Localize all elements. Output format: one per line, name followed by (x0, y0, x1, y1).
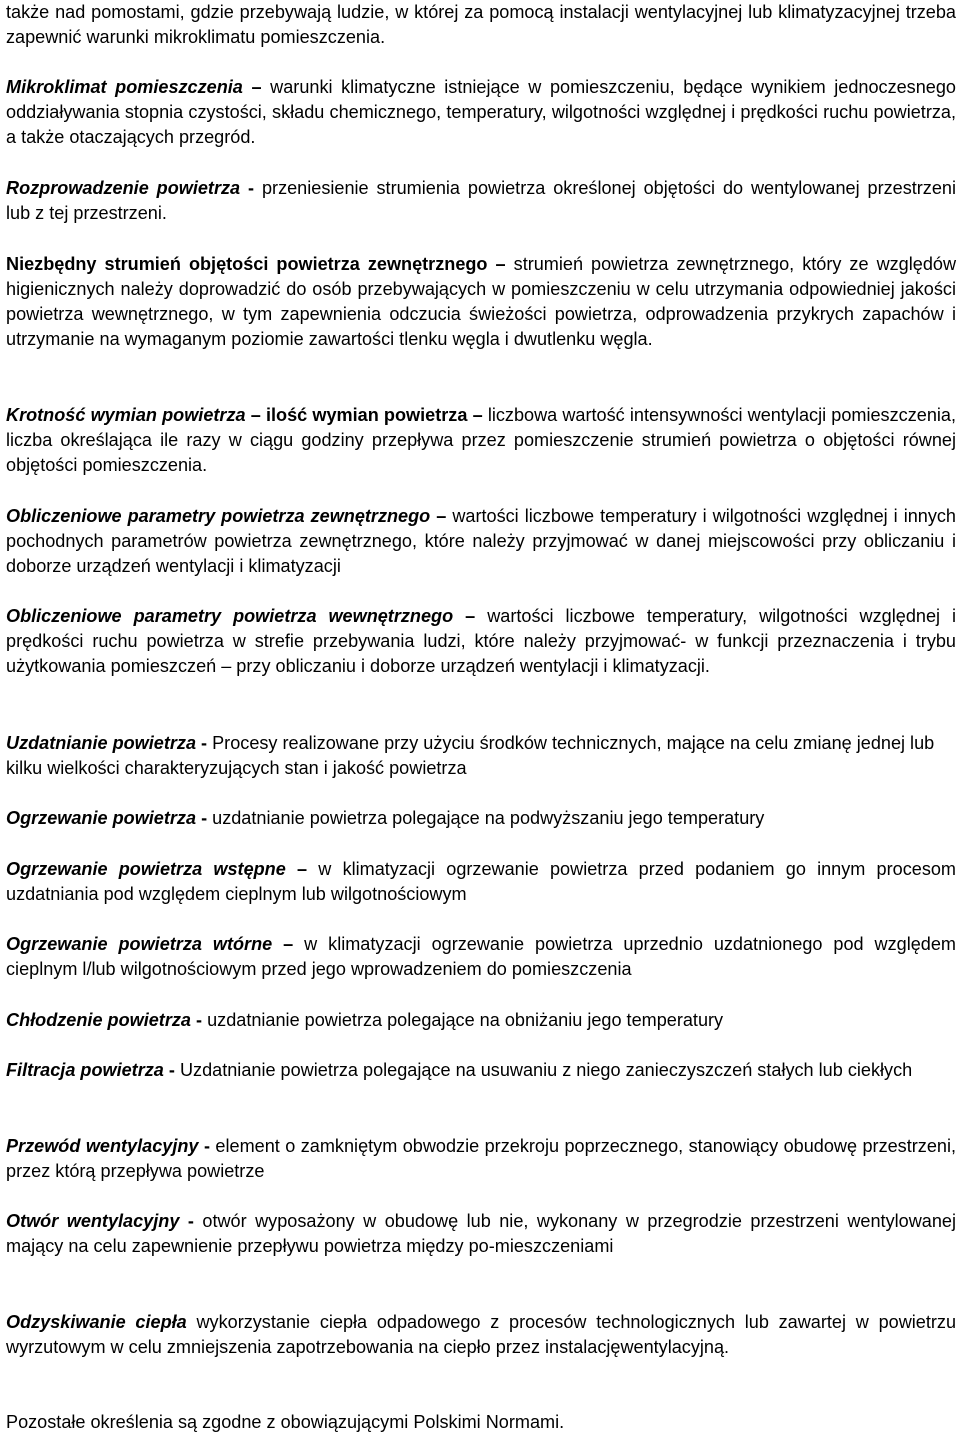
definition-term: Chłodzenie powietrza (6, 1010, 191, 1030)
definition-term: Uzdatnianie powietrza (6, 733, 197, 753)
definition-dash: - (168, 1060, 175, 1080)
definition-dash: - (201, 733, 208, 753)
definition-term: Mikroklimat pomieszczenia (6, 77, 243, 97)
paragraph-rozprowadzenie (6, 176, 956, 226)
definition-term: Krotność wymian powietrza (6, 405, 246, 425)
paragraph-ogrzewanie-wtorne (6, 932, 956, 982)
definition-dash: – (465, 606, 476, 626)
definition-body: element o zamkniętym obwodzie przekroju poprzecznego, stanowiący obudowę przestrzeni, przez którą przepływa powietrze (6, 1136, 956, 1181)
paragraph-odzyskiwanie-ciepla (6, 1310, 956, 1360)
definition-body: otwór wyposażony w obudowę lub nie, wykonany w przegrodzie przestrzeni wentylowanej mający na celu zapewnienie przepływu powietrza między po-mieszczeniami (6, 1211, 956, 1256)
definition-term: Rozprowadzenie powietrza (6, 178, 241, 198)
definition-body: w klimatyzacji ogrzewanie powietrza uprzednio uzdatnionego pod względem cieplnym l/lub wilgotnościowym przed jego wprowadzeniem do pomieszczenia (6, 934, 956, 979)
paragraph-filtracja (6, 1058, 956, 1083)
definition-term: Ogrzewanie powietrza (6, 808, 197, 828)
definition-dash: - (187, 1211, 194, 1231)
definition-body: w klimatyzacji ogrzewanie powietrza przed podaniem go innym procesom uzdatniania pod względem cieplnym lub wilgotnościowym (6, 859, 957, 904)
paragraph-ogrzewanie-wstepne (6, 857, 956, 907)
definition-dash: – (250, 405, 261, 425)
definition-dash: – (283, 934, 294, 954)
definition-body: liczbowa wartość intensywności wentylacji pomieszczenia, liczba określająca ile razy w ciągu godziny przepływa przez pomieszczenie strumień powietrza o objętości równej objętości pomieszczenia. (6, 405, 956, 475)
paragraph-niezbedny-strumien (6, 252, 956, 352)
definition-dash: - (201, 808, 208, 828)
definition-term: Obliczeniowe parametry powietrza zewnętrznego (6, 506, 431, 526)
paragraph-intro-continuation (6, 0, 956, 50)
definition-dash: – (436, 506, 447, 526)
definition-term: Przewód wentylacyjny (6, 1136, 199, 1156)
paragraph-uzdatnianie (6, 731, 956, 781)
definition-body: przeniesienie strumienia powietrza określonej objętości do wentylowanej przestrzeni lub z tej przestrzeni. (6, 178, 956, 223)
paragraph-przewod-wentylacyjny (6, 1134, 956, 1184)
paragraph-parametry-wewnetrzne (6, 604, 956, 679)
definition-dash: – (495, 254, 506, 274)
paragraph-body: także nad pomostami, gdzie przebywają ludzie, w której za pomocą instalacji wentylacyjnej lub klimatyzacyjnej trzeba zapewnić warunki mikroklimatu pomieszczenia. (6, 2, 956, 47)
definition-term: Niezbędny strumień objętości powietrza zewnętrznego (6, 254, 488, 274)
definition-term: Obliczeniowe parametry powietrza wewnętrznego (6, 606, 454, 626)
paragraph-krotnosc-wymian (6, 403, 956, 478)
definition-dash: - (203, 1136, 210, 1156)
definition-dash: - (248, 178, 255, 198)
definition-term-secondary: ilość wymian powietrza (266, 405, 468, 425)
definition-body: Procesy realizowane przy użyciu środków technicznych, mające na celu zmianę jednej lub kilku wielkości charakteryzujących stan i jakość powietrza (6, 733, 935, 778)
definition-term: Filtracja powietrza (6, 1060, 164, 1080)
paragraph-otwor-wentylacyjny (6, 1209, 956, 1259)
definition-body: uzdatnianie powietrza polegające na obniżaniu jego temperatury (207, 1010, 724, 1030)
definition-body: Uzdatnianie powietrza polegające na usuwaniu z niego zanieczyszczeń stałych lub ciekłych (179, 1060, 913, 1080)
definition-term: Odzyskiwanie ciepła (6, 1312, 187, 1332)
definition-term: Otwór wentylacyjny (6, 1211, 180, 1231)
definition-body: wykorzystanie ciepła odpadowego z procesów technologicznych lub zawartej w powietrzu wyrzutowym w celu zmniejszenia zapotrzebowania na ciepło przez instalacjęwentylacyjną. (6, 1312, 957, 1357)
definition-dash: - (196, 1010, 203, 1030)
definition-body: wartości liczbowe temperatury i wilgotności względnej i innych pochodnych parametrów powietrza zewnętrznego, które należy przyjmować w danej miejscowości przy obliczaniu i doborze urządzeń wentylacji i klimatyzacji (6, 506, 956, 576)
definition-body: wartości liczbowe temperatury, wilgotności względnej i prędkości ruchu powietrza w strefie przebywania ludzi, które należy przyjmować- w funkcji przeznaczenia i trybu użytkowania pomieszczeń – przy obliczaniu i doborze urządzeń wentylacji i klimatyzacji. (6, 606, 957, 676)
definition-dash-secondary: – (472, 405, 483, 425)
definition-dash: – (251, 77, 262, 97)
paragraph-parametry-zewnetrzne (6, 504, 956, 579)
paragraph-closing-note (6, 1410, 956, 1435)
paragraph-mikroklimat (6, 75, 956, 150)
definition-dash: – (297, 859, 308, 879)
paragraph-body: Pozostałe określenia są zgodne z obowiązującymi Polskimi Normami. (6, 1412, 565, 1432)
definition-body: strumień powietrza zewnętrznego, który ze względów higienicznych należy doprowadzić do osób przebywających w pomieszczeniu w celu utrzymania odpowiedniej jakości powietrza wewnętrznego, w tym zapewnienia odczucia świeżości powietrza, odprowadzenia przykrych zapachów i utrzymanie na wymaganym poziomie zawartości tlenku węgla i dwutlenku węgla. (6, 254, 957, 349)
definition-term: Ogrzewanie powietrza wstępne (6, 859, 286, 879)
paragraph-ogrzewanie (6, 806, 956, 831)
definition-body: uzdatnianie powietrza polegające na podwyższaniu jego temperatury (212, 808, 765, 828)
paragraph-chlodzenie (6, 1008, 956, 1033)
definition-term: Ogrzewanie powietrza wtórne (6, 934, 273, 954)
definition-body: warunki klimatyczne istniejące w pomieszczeniu, będące wynikiem jednoczesnego oddziaływania stopnia czystości, składu chemicznego, temperatury, wilgotności względnej i prędkości ruchu powietrza, a także otaczających przegród. (6, 77, 956, 147)
